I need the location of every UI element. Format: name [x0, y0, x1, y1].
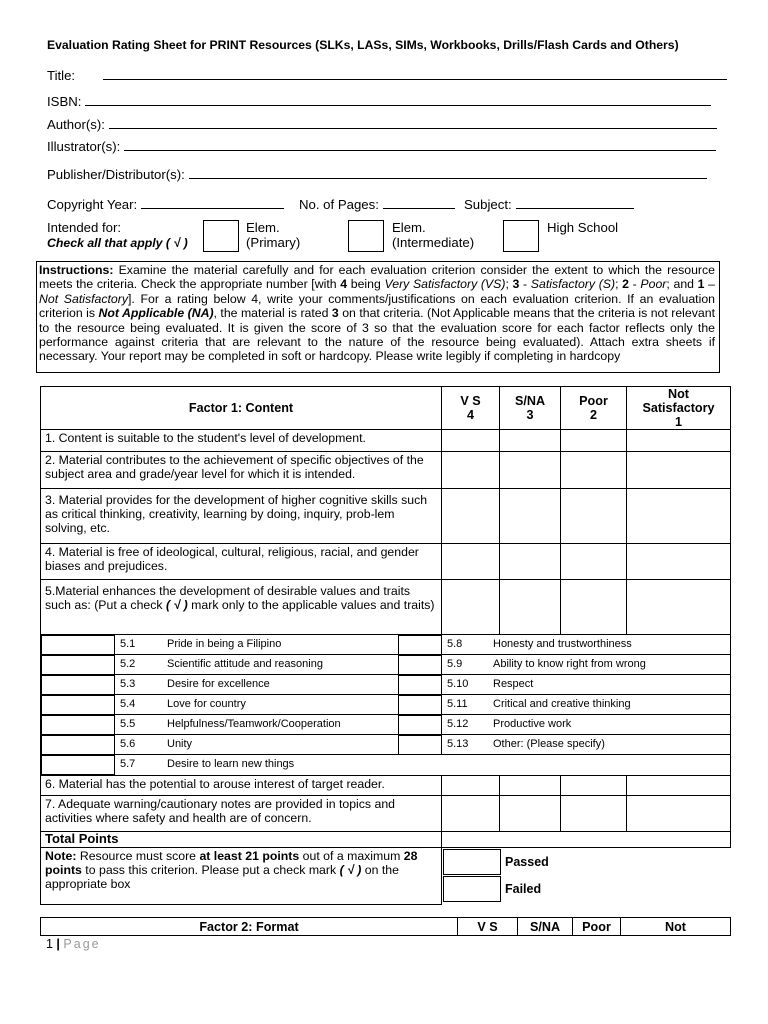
elem-intermediate-label: Elem. (Intermediate) [392, 220, 475, 250]
criterion-row-6 [41, 776, 731, 796]
criterion-text: 6. Material has the potential to arouse interest of target reader. [41, 776, 442, 796]
rating-cell[interactable] [442, 796, 500, 832]
value-label: Love for country [167, 698, 246, 710]
value-label: Helpfulness/Teamwork/Cooperation [167, 718, 341, 730]
isbn-line[interactable] [85, 93, 711, 106]
subject-field[interactable] [464, 196, 634, 212]
copyright-label: Copyright Year: [47, 197, 138, 212]
value-number: 5.2 [120, 658, 136, 670]
criterion-text: 4. Material is free of ideological, cultural, religious, racial, and gender biases and prejudices. [41, 544, 442, 580]
value-number: 5.5 [120, 718, 136, 730]
value-row-divider [41, 754, 730, 755]
value-checkbox[interactable] [398, 675, 442, 695]
factor2-table [40, 917, 731, 936]
value-number: 5.12 [447, 718, 469, 730]
note-text: Note: Resource must score at least 21 points out of a maximum 28 points to pass this criterion. Please put a check mark ( √ ) on the appropriate box [41, 848, 442, 905]
passed-label: Passed [505, 855, 549, 869]
rating-cell[interactable] [561, 430, 627, 452]
pages-field[interactable] [299, 196, 455, 212]
value-label: Desire to learn new things [167, 758, 295, 770]
authors-line[interactable] [109, 116, 717, 129]
publisher-label: Publisher/Distributor(s): [47, 167, 185, 182]
value-number: 5.3 [120, 678, 136, 690]
f2-col-vs: V S [458, 918, 518, 936]
value-number: 5.6 [120, 738, 136, 750]
copyright-line[interactable] [141, 196, 284, 209]
value-checkbox[interactable] [398, 695, 442, 715]
value-number: 5.11 [447, 698, 468, 710]
title-field[interactable] [47, 67, 727, 83]
value-number: 5.7 [120, 758, 136, 770]
criterion-row-3 [41, 489, 731, 544]
rating-cell[interactable] [627, 452, 731, 489]
page-footer: 1 | Page [46, 937, 101, 951]
value-checkbox[interactable] [41, 755, 115, 775]
value-checkbox[interactable] [41, 635, 115, 655]
elem-primary-checkbox[interactable] [203, 220, 239, 252]
rating-cell[interactable] [627, 430, 731, 452]
rating-cell[interactable] [442, 544, 500, 580]
rating-cell[interactable] [561, 776, 627, 796]
value-checkbox[interactable] [398, 635, 442, 655]
rating-cell[interactable] [500, 430, 561, 452]
rating-cell[interactable] [500, 796, 561, 832]
col-vs-header: V S 4 [442, 387, 500, 430]
rating-cell[interactable] [627, 580, 731, 635]
values-section [41, 635, 731, 776]
value-number: 5.1 [120, 638, 136, 650]
rating-cell[interactable] [627, 544, 731, 580]
illustrators-label: Illustrator(s): [47, 139, 121, 154]
rating-cell[interactable] [500, 580, 561, 635]
pages-line[interactable] [383, 196, 455, 209]
total-label: Total Points [41, 832, 442, 848]
value-label: Ability to know right from wrong [493, 658, 646, 670]
total-cell[interactable] [442, 832, 731, 848]
col-poor-header: Poor 2 [561, 387, 627, 430]
value-checkbox[interactable] [41, 675, 115, 695]
note-row [41, 848, 731, 905]
criterion-text: 3. Material provides for the development of higher cognitive skills such as critical thinking, creativity, learning by doing, inquiry, prob-lem solving, etc. [41, 489, 442, 544]
factor1-grid [40, 386, 731, 905]
value-label: Unity [167, 738, 193, 750]
value-number: 5.4 [120, 698, 136, 710]
value-label: Pride in being a Filipino [167, 638, 282, 650]
page-number: 1 [46, 937, 53, 951]
publisher-field[interactable] [47, 166, 707, 182]
rating-cell[interactable] [627, 489, 731, 544]
rating-cell[interactable] [500, 452, 561, 489]
form-heading: Evaluation Rating Sheet for PRINT Resources (SLKs, LASs, SIMs, Workbooks, Drills/Flash Cards and Others) [47, 38, 679, 52]
illustrators-field[interactable] [47, 138, 716, 154]
criterion-text: 5.Material enhances the development of desirable values and traits such as: (Put a check ( √ ) mark only to the applicable values and traits) [41, 580, 442, 635]
pass-fail-area [442, 848, 731, 905]
criterion-row-4 [41, 544, 731, 580]
rating-cell[interactable] [500, 776, 561, 796]
rating-cell[interactable] [561, 489, 627, 544]
subject-label: Subject: [464, 197, 512, 212]
passed-checkbox[interactable] [443, 849, 501, 875]
rating-cell[interactable] [627, 796, 731, 832]
criterion-row-5 [41, 580, 731, 635]
value-label: Honesty and trustworthiness [493, 638, 632, 650]
title-line[interactable] [103, 67, 727, 80]
failed-label: Failed [505, 882, 542, 896]
f2-col-poor: Poor [573, 918, 621, 936]
f2-col-ns: Not [621, 918, 731, 936]
publisher-line[interactable] [189, 166, 707, 179]
value-number: 5.10 [447, 678, 469, 690]
criterion-text: 1. Content is suitable to the student's level of development. [41, 430, 442, 452]
elem-primary-label: Elem. (Primary) [246, 220, 301, 250]
criterion-row-2 [41, 452, 731, 489]
value-row-divider [41, 734, 730, 735]
factor1-title: Factor 1: Content [41, 387, 442, 430]
criterion-row-7 [41, 796, 731, 832]
value-row-divider [41, 714, 730, 715]
value-label: Desire for excellence [167, 678, 270, 690]
failed-checkbox[interactable] [443, 876, 501, 902]
value-checkbox[interactable] [41, 735, 115, 755]
page-word: Page [63, 937, 101, 951]
title-label: Title: [47, 68, 76, 83]
copyright-field[interactable] [47, 196, 284, 212]
pages-label: No. of Pages: [299, 197, 379, 212]
value-label: Productive work [493, 718, 572, 730]
value-checkbox[interactable] [398, 715, 442, 735]
factor2-title: Factor 2: Format [41, 918, 458, 936]
intended-label: Intended for: [47, 220, 122, 235]
rating-cell[interactable] [561, 796, 627, 832]
rating-cell[interactable] [500, 544, 561, 580]
rating-cell[interactable] [442, 489, 500, 544]
value-row-divider [41, 694, 730, 695]
rating-cell[interactable] [561, 580, 627, 635]
rating-cell[interactable] [627, 776, 731, 796]
isbn-label: ISBN: [47, 94, 82, 109]
value-label: Respect [493, 678, 534, 690]
high-school-label: High School [547, 220, 619, 235]
value-number: 5.8 [447, 638, 463, 650]
authors-label: Author(s): [47, 117, 105, 132]
rating-cell[interactable] [442, 452, 500, 489]
elem-intermediate-checkbox[interactable] [348, 220, 384, 252]
rating-cell[interactable] [442, 430, 500, 452]
value-label: Other: (Please specify) [493, 738, 605, 750]
rating-cell[interactable] [561, 452, 627, 489]
instructions-box: Instructions: Examine the material carefully and for each evaluation criterion consider the extent to which the resource meets the criteria. Check the appropriate number [with 4 being Very Satisfactory (VS); 3 - Satisfactory (S); 2 - Poor; and 1 – Not Satisfactory]. For a rating below 4, write your comments/justifications on each evaluation criterion. If an evaluation criterion is Not Applicable (NA), the material is rated 3 on that criteria. (Not Applicable means that the criteria is not relevant to the resource being evaluated. It is given the score of 3 so that the evaluation score for each factor reflects only the performance against criteria that are relevant to the nature of the resource being evaluated). Attach extra sheets if necessary. Your report may be completed in soft or hardcopy. Please write legibly if completing in hardcopy [36, 261, 720, 373]
intended-note: Check all that apply ( √ ) [47, 236, 188, 250]
value-label: Scientific attitude and reasoning [167, 658, 323, 670]
rating-cell[interactable] [500, 489, 561, 544]
value-checkbox[interactable] [398, 655, 442, 675]
value-checkbox[interactable] [398, 735, 442, 755]
value-row-divider [41, 654, 730, 655]
value-column-divider [398, 635, 399, 755]
rating-cell[interactable] [442, 580, 500, 635]
isbn-field[interactable] [47, 93, 711, 109]
subject-line[interactable] [516, 196, 634, 209]
value-checkbox[interactable] [41, 695, 115, 715]
high-school-checkbox[interactable] [503, 220, 539, 252]
col-sna-header: S/NA 3 [500, 387, 561, 430]
rating-cell[interactable] [561, 544, 627, 580]
criterion-row-1 [41, 430, 731, 452]
total-row [41, 832, 731, 848]
value-checkbox[interactable] [41, 655, 115, 675]
authors-field[interactable] [47, 116, 717, 132]
value-checkbox[interactable] [41, 715, 115, 735]
rating-cell[interactable] [442, 776, 500, 796]
value-number: 5.9 [447, 658, 463, 670]
criterion-text: 7. Adequate warning/cautionary notes are provided in topics and activities where safety and health are of concern. [41, 796, 442, 832]
value-number: 5.13 [447, 738, 469, 750]
f2-col-sna: S/NA [518, 918, 573, 936]
col-ns-header: Not Satisfactory 1 [627, 387, 731, 430]
value-row-divider [41, 674, 730, 675]
value-label: Critical and creative thinking [493, 698, 631, 710]
criterion-text: 2. Material contributes to the achievement of specific objectives of the subject area and grade/year level for which it is intended. [41, 452, 442, 489]
illustrators-line[interactable] [124, 138, 716, 151]
